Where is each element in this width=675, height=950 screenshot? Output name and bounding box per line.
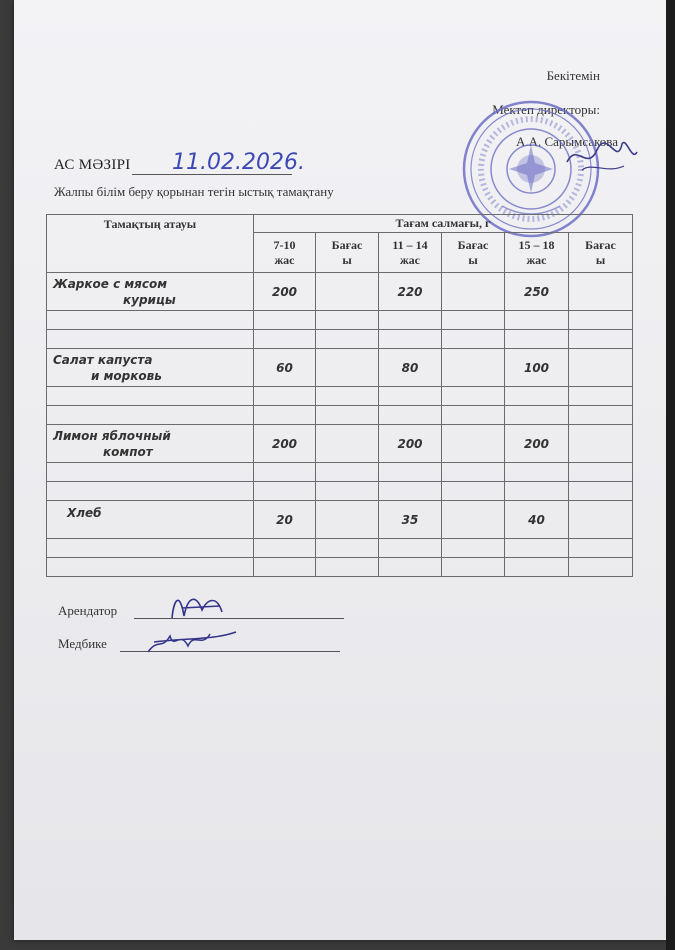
weight-cell: 20: [254, 501, 316, 539]
age-group-header: 7-10 жас: [254, 233, 316, 273]
table-row: [47, 539, 633, 558]
weight-cell: 200: [254, 273, 316, 311]
nurse-signature-icon: [144, 620, 244, 660]
menu-subtitle: Жалпы білім беру қорынан тегін ыстық тамақтану: [54, 184, 334, 199]
weight-cell: 80: [379, 349, 442, 387]
director-signature-icon: [562, 132, 642, 182]
menu-table: [46, 214, 633, 577]
photo-edge: [666, 0, 675, 950]
price-cell: [442, 425, 505, 463]
table-row: [47, 482, 633, 501]
food-name-cell: Лимон яблочный компот: [47, 425, 254, 463]
food-name-cell: Жаркое с мясом курицы: [47, 273, 254, 311]
column-header-weight: Тағам салмағы, г: [254, 215, 633, 233]
table-row: [47, 425, 633, 463]
weight-cell: 200: [505, 425, 569, 463]
nurse-label: Медбике: [58, 636, 107, 651]
table-row: [47, 463, 633, 482]
tenant-label: Арендатор: [58, 603, 118, 618]
price-cell: [569, 425, 633, 463]
price-header: Бағас ы: [442, 233, 505, 273]
price-cell: [442, 273, 505, 311]
price-header: Бағас ы: [316, 233, 379, 273]
menu-date: 11.02.2026.: [172, 150, 305, 175]
menu-document: [14, 0, 666, 940]
column-header-food-name: Тамақтың атауы: [47, 215, 254, 273]
price-cell: [316, 425, 379, 463]
table-row: [47, 349, 633, 387]
price-cell: [569, 273, 633, 311]
director-label: Мектеп директоры:: [492, 102, 600, 117]
price-cell: [569, 501, 633, 539]
price-cell: [442, 349, 505, 387]
price-header: Бағас ы: [569, 233, 633, 273]
table-row: [47, 501, 633, 539]
approve-label: Бекітемін: [546, 68, 600, 83]
price-cell: [316, 273, 379, 311]
weight-cell: 100: [505, 349, 569, 387]
director-name: А.А. Сарымсакова: [515, 134, 618, 149]
food-name-cell: Хлеб: [47, 501, 254, 539]
weight-cell: 250: [505, 273, 569, 311]
table-row: [47, 273, 633, 311]
table-row: [47, 558, 633, 577]
price-cell: [442, 501, 505, 539]
age-group-header: 15 – 18 жас: [505, 233, 569, 273]
table-row: [47, 330, 633, 349]
food-name-cell: Салат капуста и морковь: [47, 349, 254, 387]
table-row: [47, 406, 633, 425]
age-group-header: 11 – 14 жас: [379, 233, 442, 273]
weight-cell: 220: [379, 273, 442, 311]
weight-cell: 40: [505, 501, 569, 539]
weight-cell: 200: [254, 425, 316, 463]
price-cell: [316, 349, 379, 387]
table-row: [47, 311, 633, 330]
weight-cell: 60: [254, 349, 316, 387]
price-cell: [569, 349, 633, 387]
weight-cell: 200: [379, 425, 442, 463]
price-cell: [316, 501, 379, 539]
weight-cell: 35: [379, 501, 442, 539]
table-row: [47, 387, 633, 406]
menu-title: АС МӘЗІРІ: [54, 157, 131, 173]
